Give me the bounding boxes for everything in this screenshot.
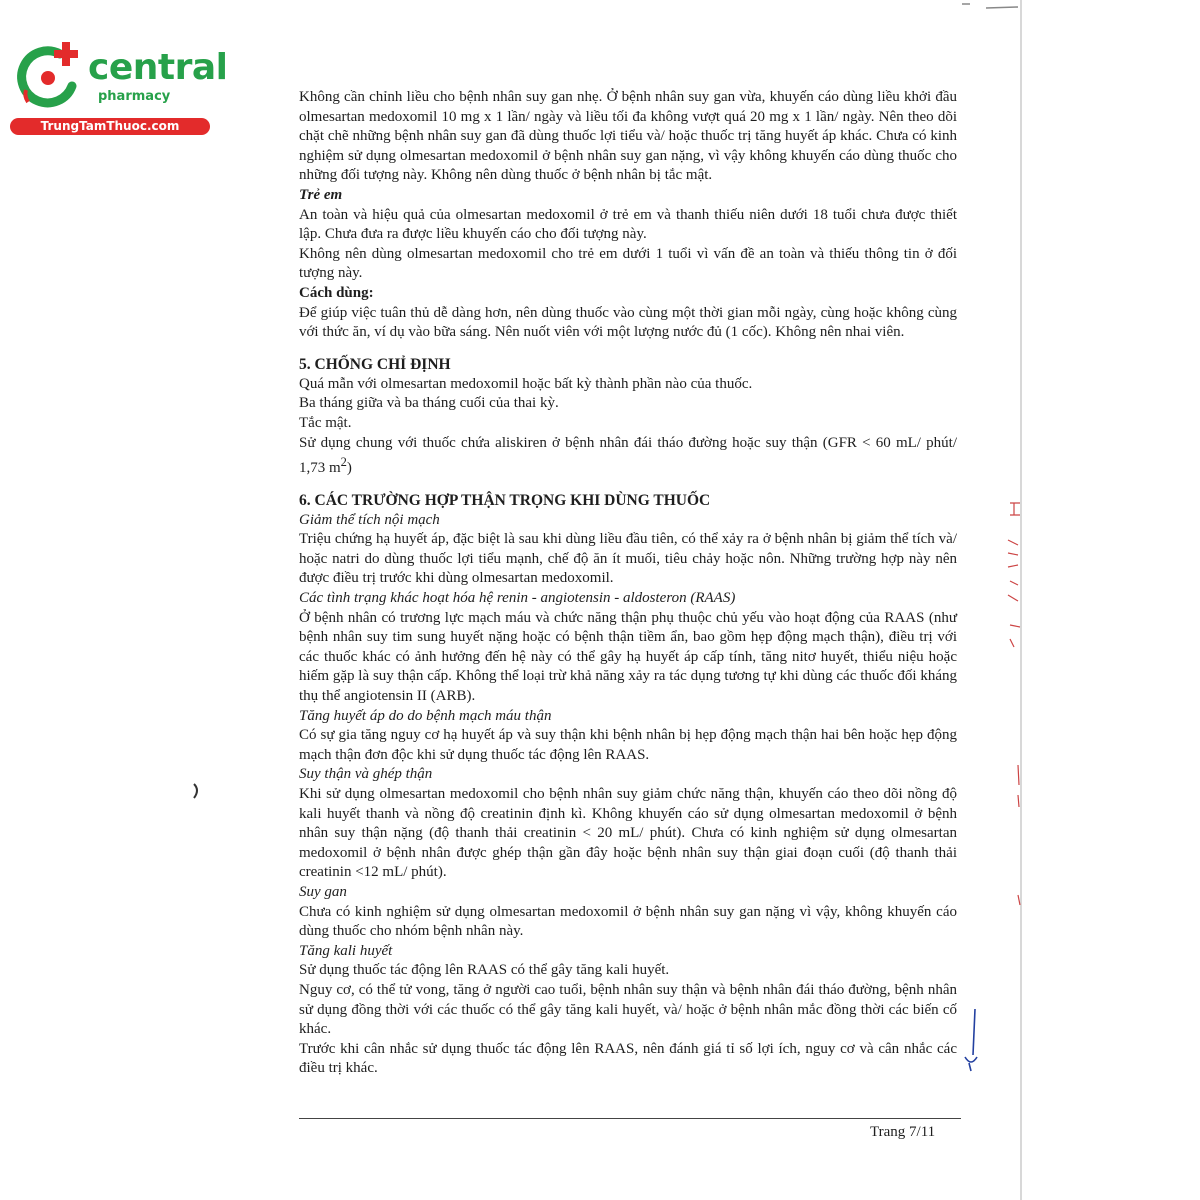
pharmacy-cross-icon: [10, 38, 88, 116]
paragraph-tre-em-1: An toàn và hiệu quả của olmesartan medoxomil ở trẻ em và thanh thiếu niên dưới 18 tuổi chưa được thiết lập. Chưa đưa ra được liều khuyến cáo cho đối tượng này.: [299, 206, 957, 243]
contraindication-4: [299, 434, 957, 479]
section-6-heading: 6. CÁC TRƯỜNG HỢP THẬN TRỌNG KHI DÙNG THUỐC: [299, 491, 711, 509]
heading-tre-em: Trẻ em: [299, 186, 343, 203]
central-pharmacy-logo[interactable]: [10, 38, 228, 138]
superscript-2: 2: [340, 455, 347, 470]
logo-sub-text: pharmacy: [98, 89, 171, 104]
contraindication-4-text: Sử dụng chung với thuốc chứa aliskiren ở bệnh nhân đái tháo đường hoặc suy thận (GFR < 60 mL/ phút/ 1,73 m: [299, 434, 957, 477]
scan-stamp-marks: [1000, 495, 1030, 915]
paragraph-tre-em-2: Không nên dùng olmesartan medoxomil cho trẻ em dưới 1 tuổi vì vấn đề an toàn và thiếu thông tin ở đối tượng này.: [299, 245, 957, 282]
paragraph-tang-kali-1: Sử dụng thuốc tác động lên RAAS có thể gây tăng kali huyết.: [299, 962, 670, 979]
logo-brand-text: central: [88, 47, 228, 88]
subheading-tang-kali: Tăng kali huyết: [299, 942, 393, 959]
paragraph-tang-kali-2: Nguy cơ, có thể tử vong, tăng ở người cao tuổi, bệnh nhân suy thận và bệnh nhân đái tháo đường, bệnh nhân sử dụng đồng thời với các thuốc có thể gây tăng kali huyết, và/ hoặc ở bệnh nhân mắc đồng thời các biến cố khác.: [299, 981, 957, 1038]
scan-right-margin: [1020, 0, 1200, 1200]
logo-url-badge[interactable]: TrungTamThuoc.com: [10, 118, 210, 135]
paragraph-raas: Ở bệnh nhân có trương lực mạch máu và chức năng thận phụ thuộc chủ yếu vào hoạt động của RAAS (như bệnh nhân suy tim sung huyết nặng hoặc có bệnh thận tiềm ẩn, bao gồm hẹp động mạch thận), điều trị với các thuốc khác có ảnh hưởng đến hệ này có thể gây hạ huyết áp cấp tính, tăng nitơ huyết, thiểu niệu hoặc hiếm gặp là suy thận cấp. Không thể loại trừ khả năng xảy ra tác dụng tương tự khi dùng các thuốc đối kháng thụ thể angiotensin II (ARB).: [299, 609, 957, 705]
contraindication-2: Ba tháng giữa và ba tháng cuối của thai kỳ.: [299, 395, 559, 412]
contraindication-1: Quá mẫn với olmesartan medoxomil hoặc bất kỳ thành phần nào của thuốc.: [299, 375, 753, 392]
subheading-mach-mau-than: Tăng huyết áp do do bệnh mạch máu thận: [299, 707, 552, 724]
paragraph-giam-the-tich: Triệu chứng hạ huyết áp, đặc biệt là sau khi dùng liều đầu tiên, có thể xảy ra ở bệnh nhân bị giảm thể tích và/ hoặc natri do dùng thuốc lợi tiểu mạnh, chế độ ăn ít muối, tiêu chảy hoặc nôn. Những trường hợp này nên được điều trị trước khi dùng olmesartan medoxomil.: [299, 531, 957, 587]
scan-artifact-top: [960, 0, 1020, 14]
paragraph-cach-dung: Để giúp việc tuân thủ dễ dàng hơn, nên dùng thuốc vào cùng một thời gian mỗi ngày, cùng hoặc không cùng với thức ăn, ví dụ vào bữa sáng. Nên nuốt viên với một lượng nước đủ (1 cốc). Không nên nhai viên.: [299, 304, 957, 341]
page-number: Trang 7/11: [870, 1124, 936, 1140]
paragraph-suy-than: Khi sử dụng olmesartan medoxomil cho bệnh nhân suy giảm chức năng thận, khuyến cáo theo dõi nồng độ kali huyết thanh và nồng độ creatinin định kì. Không khuyến cáo sử dụng olmesartan medoxomil ở bệnh nhân suy thận nặng (độ thanh thải creatinin < 20 mL/ phút). Chưa có kinh nghiệm sử dụng olmesartan medoxomil ở bệnh nhân được ghép thận gần đây hoặc bệnh nhân suy thận giai đoạn cuối (độ thanh thải creatinin <12 mL/ phút).: [299, 786, 957, 881]
contraindication-3: Tắc mật.: [299, 414, 352, 431]
section-5-heading: 5. CHỐNG CHỈ ĐỊNH: [299, 355, 451, 373]
paragraph-tang-kali-3: Trước khi cân nhắc sử dụng thuốc tác động lên RAAS, nên đánh giá tỉ số lợi ích, nguy cơ và cân nhắc các điều trị khác.: [299, 1040, 957, 1077]
subheading-giam-the-tich: Giảm thể tích nội mạch: [299, 511, 440, 528]
scan-speck: [190, 780, 204, 802]
paragraph-liver-dosing: Không cần chỉnh liều cho bệnh nhân suy gan nhẹ. Ở bệnh nhân suy gan vừa, khuyến cáo dùng liều khởi đầu olmesartan medoxomil 10 mg x 1 lần/ ngày và liều tối đa không vượt quá 20 mg x 1 lần/ ngày. Nên theo dõi chặt chẽ những bệnh nhân suy gan đã dùng thuốc lợi tiểu và/ hoặc thuốc trị tăng huyết áp khác. Chưa có kinh nghiệm sử dụng olmesartan medoxomil ở bệnh nhân suy gan nặng, vì vậy không khuyến cáo dùng thuốc cho những đối tượng này. Không nên dùng thuốc ở bệnh nhân bị tắc mật.: [299, 89, 957, 184]
footer-rule: [299, 1118, 961, 1119]
subheading-suy-than: Suy thận và ghép thận: [299, 766, 433, 783]
contraindication-4-end: ): [346, 460, 352, 477]
paragraph-mach-mau-than: Có sự gia tăng nguy cơ hạ huyết áp và suy thận khi bệnh nhân bị hẹp động mạch thận hai bên hoặc hẹp động mạch thận đơn độc khi sử dụng thuốc tác động lên RAAS.: [299, 727, 957, 763]
paragraph-suy-gan: Chưa có kinh nghiệm sử dụng olmesartan medoxomil ở bệnh nhân suy gan nặng vì vậy, không khuyến cáo dùng thuốc cho nhóm bệnh nhân này.: [299, 903, 957, 940]
document-body: [299, 88, 957, 1079]
pen-annotation: [955, 1005, 985, 1075]
subheading-suy-gan: Suy gan: [299, 883, 347, 900]
subheading-raas: Các tình trạng khác hoạt hóa hệ renin - angiotensin - aldosteron (RAAS): [299, 590, 736, 607]
heading-cach-dung: Cách dùng:: [299, 284, 374, 301]
